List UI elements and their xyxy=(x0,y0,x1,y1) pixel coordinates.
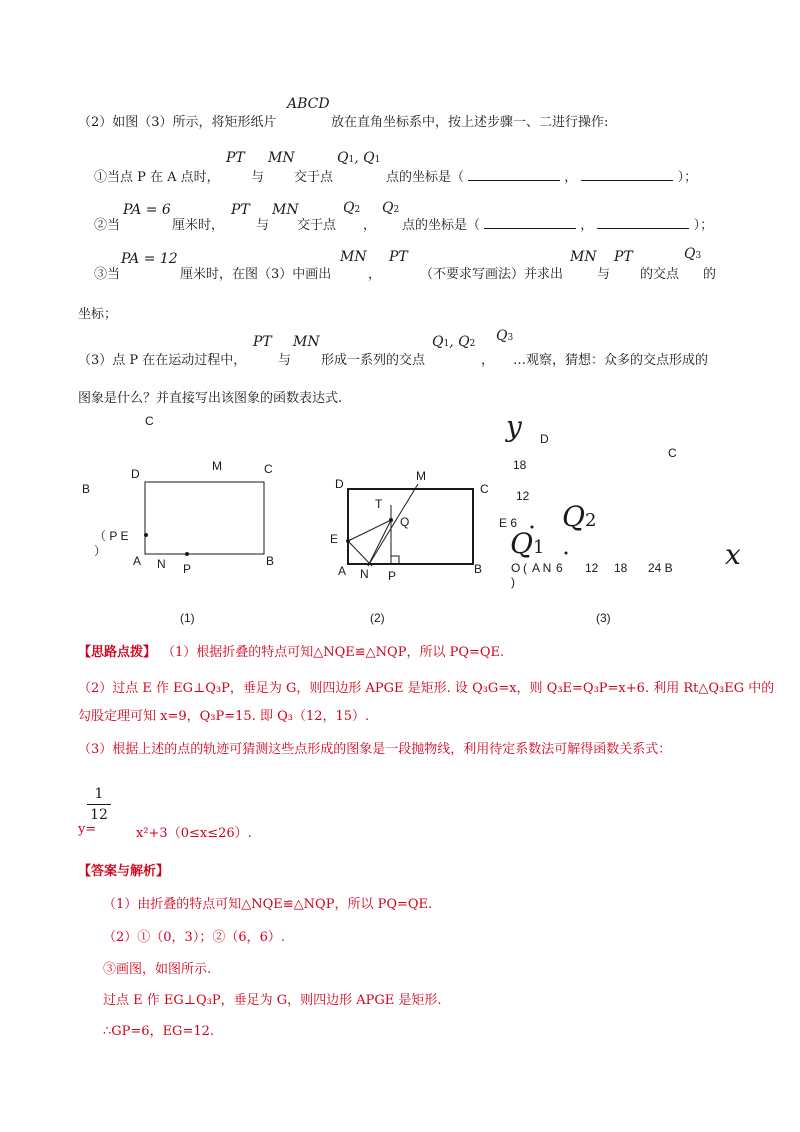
fig1-label-b: B xyxy=(266,554,275,568)
part3-q3-letter: Q xyxy=(496,328,508,344)
part3-text-c: …观察，猜想：众多的交点形成的 xyxy=(513,353,709,368)
fig3-paren-open: ( xyxy=(523,561,527,575)
fig3-tick-x6: 6 xyxy=(556,561,563,575)
hint-line-2a: （2）过点 E 作 EG⊥Q₃P，垂足为 G，则四边形 APGE 是矩形. 设 Q₃G=x，则 Q₃E=Q₃P=x+6. 利用 Rt△Q₃EG 中的 xyxy=(78,681,775,696)
part2-intro: （2）如图（3）所示，将矩形纸片 xyxy=(78,115,277,130)
fig2-label-e: E xyxy=(330,532,339,546)
part3-yu: 与 xyxy=(278,353,292,368)
part3-text-a: （3）点 P 在在运动过程中， xyxy=(78,353,247,368)
answer-line-5: ∴GP=6，EG=12. xyxy=(103,1024,215,1039)
q3-pt2: PT xyxy=(614,249,633,265)
q3-line2: 坐标； xyxy=(78,307,118,322)
hint-fraction-num: 1 xyxy=(94,786,104,802)
fig3-tick-x24b: 24 B xyxy=(648,561,673,575)
fig3-label-o: O xyxy=(511,561,521,575)
q2-qb-letter: Q xyxy=(382,200,394,216)
fig3-caption: (3) xyxy=(596,611,611,625)
q3-pt: PT xyxy=(389,249,408,265)
q1-end-label: 点的坐标是（ xyxy=(386,170,465,185)
q2-q-sub: 2 xyxy=(354,205,361,215)
fig3-q2-sub: 2 xyxy=(584,510,597,531)
fig1-label-b-left: B xyxy=(82,482,91,496)
fig2-caption: (2) xyxy=(370,611,385,625)
fig1-label-n: N xyxy=(157,557,166,571)
q3-mn2: MN xyxy=(570,249,597,265)
q1-q2: , Q xyxy=(354,150,375,166)
q3-text-a: ③当 xyxy=(94,267,121,282)
q3-text-e: 的 xyxy=(703,267,717,282)
fig3-axis-y: y xyxy=(506,410,522,443)
part3-mn: MN xyxy=(293,334,320,350)
q3-q-sub: 3 xyxy=(695,251,702,261)
part3-pt: PT xyxy=(253,334,272,350)
q3-text-d: 的交点 xyxy=(640,267,680,282)
hint-line-3: （3）根据上述的点的轨迹可猜测这些点形成的图象是一段抛物线，利用待定系数法可解得函数关系式： xyxy=(78,742,672,757)
fig3-label-q1 xyxy=(510,527,544,560)
hint-title: 【思路点拨】 xyxy=(78,645,157,660)
q3-text-b: 厘米时，在图（3）中画出 xyxy=(180,267,332,282)
hint-line-2b: 勾股定理可知 x=9，Q₃P=15. 即 Q₃（12，15）. xyxy=(78,709,370,724)
fig3-tick-12: 12 xyxy=(516,489,530,503)
q1-q2sub: 1 xyxy=(374,155,381,165)
hint-fraction-bar xyxy=(87,804,111,805)
q3-text-c: （不要求写画法）并求出 xyxy=(420,267,564,282)
fig2-label-a: A xyxy=(338,564,347,578)
q2-eq: PA = 6 xyxy=(123,202,171,218)
fig2-label-q: Q xyxy=(400,515,410,529)
hint-fraction-den: 12 xyxy=(90,807,108,823)
q2-q-letter: Q xyxy=(343,200,355,216)
part2-abcd: ABCD xyxy=(287,96,330,112)
fig3-label-an: A N xyxy=(532,561,552,575)
q2-end-label: 点的坐标是（ xyxy=(402,218,481,233)
fig1-caption: (1) xyxy=(180,611,195,625)
answer-title: 【答案与解析】 xyxy=(78,864,170,879)
part2-rest: 放在直角坐标系中，按上述步骤一、二进行操作: xyxy=(331,115,609,130)
q1-q: Q xyxy=(337,150,349,166)
fig3-tick-x18: 18 xyxy=(614,561,628,575)
fig3-q2-letter: Q xyxy=(562,500,585,533)
q2-pt: PT xyxy=(231,202,250,218)
fig2-label-t: T xyxy=(375,497,383,511)
q3-eq: PA = 12 xyxy=(121,251,178,267)
fig2-label-p: P xyxy=(388,569,397,583)
part3-q2: , Q xyxy=(449,334,470,350)
q2-close: ）； xyxy=(693,218,714,233)
q2-mn: MN xyxy=(272,202,299,218)
fig3-label-c: C xyxy=(668,446,677,460)
fig3-axis-x: x xyxy=(725,538,741,571)
hint-formula-y: y= xyxy=(78,822,97,837)
q2-comma: ， xyxy=(580,218,594,233)
q3-comma: ， xyxy=(368,267,382,282)
q2-text-a: ②当 xyxy=(94,218,121,233)
q1-jiao: 交于点 xyxy=(294,170,334,185)
q2-yu: 与 xyxy=(256,218,270,233)
q1-mn: MN xyxy=(268,150,295,166)
fig1-label-p: P xyxy=(183,562,192,576)
hint-formula-rest: x²+3（0≤x≤26）. xyxy=(136,826,252,841)
fig1-label-paren: ） xyxy=(94,544,107,558)
q1-yu: 与 xyxy=(251,170,265,185)
fig2-label-d: D xyxy=(335,477,344,491)
part3-text-b: 形成一系列的交点 xyxy=(321,353,426,368)
fig1-label-c-top: C xyxy=(145,414,154,428)
fig2-label-b: B xyxy=(474,562,483,576)
q1-close: ）； xyxy=(677,170,698,185)
fig3-q1-letter: Q xyxy=(510,527,533,560)
q2-text-b: 厘米时， xyxy=(172,218,225,233)
q1-comma: ， xyxy=(564,170,578,185)
hint-fraction xyxy=(87,786,111,823)
fig1-label-a: A xyxy=(133,554,142,568)
part3-q1-sub: 1 xyxy=(443,339,450,349)
q1-pt: PT xyxy=(226,150,245,166)
answer-line-2: （2）①（0，3）；②（6，6）. xyxy=(103,930,285,945)
part3-q2-sub: 2 xyxy=(469,339,476,349)
fig3-label-e6: E 6 xyxy=(499,516,518,530)
q1-qsub: 1 xyxy=(348,155,355,165)
q3-mn: MN xyxy=(340,249,367,265)
fig1-label-m: M xyxy=(212,459,222,473)
fig3-label-d: D xyxy=(540,432,549,446)
part3-q3-sub: 3 xyxy=(507,333,514,343)
q2-comma0: ， xyxy=(363,218,377,233)
q3-yu: 与 xyxy=(597,267,611,282)
q3-q-letter: Q xyxy=(684,246,696,262)
answer-line-4: 过点 E 作 EG⊥Q₃P，垂足为 G，则四边形 APGE 是矩形. xyxy=(103,993,442,1008)
answer-line-1: （1）由折叠的特点可知△NQE≌△NQP，所以 PQ=QE. xyxy=(103,897,433,912)
fig3-tick-x12: 12 xyxy=(585,561,599,575)
answer-line-3: ③画图，如图所示. xyxy=(103,962,212,977)
part3-comma: ， xyxy=(481,353,495,368)
part3-line2: 图象是什么？并直接写出该图象的函数表达式. xyxy=(78,391,343,406)
fig1-label-pe: （ P E xyxy=(94,529,129,543)
fig3-tick-18: 18 xyxy=(513,458,527,472)
part3-q1: Q xyxy=(432,334,444,350)
fig2-label-c: C xyxy=(480,482,489,496)
fig1-label-c: C xyxy=(264,462,273,476)
fig2-label-n: N xyxy=(360,567,369,581)
hint-line-1: （1）根据折叠的特点可知△NQE≌△NQP，所以 PQ=QE. xyxy=(162,645,505,660)
fig2-label-m: M xyxy=(416,469,426,483)
q2-jiao: 交于点 xyxy=(297,218,337,233)
q2-qb-sub: 2 xyxy=(393,205,400,215)
q1-text-a: ①当点 P 在 A 点时， xyxy=(94,170,220,185)
fig3-point-q1 xyxy=(565,552,568,555)
fig3-paren-close: ) xyxy=(511,575,515,589)
fig1-label-d: D xyxy=(131,467,140,481)
fig3-q1-sub: 1 xyxy=(532,537,545,558)
